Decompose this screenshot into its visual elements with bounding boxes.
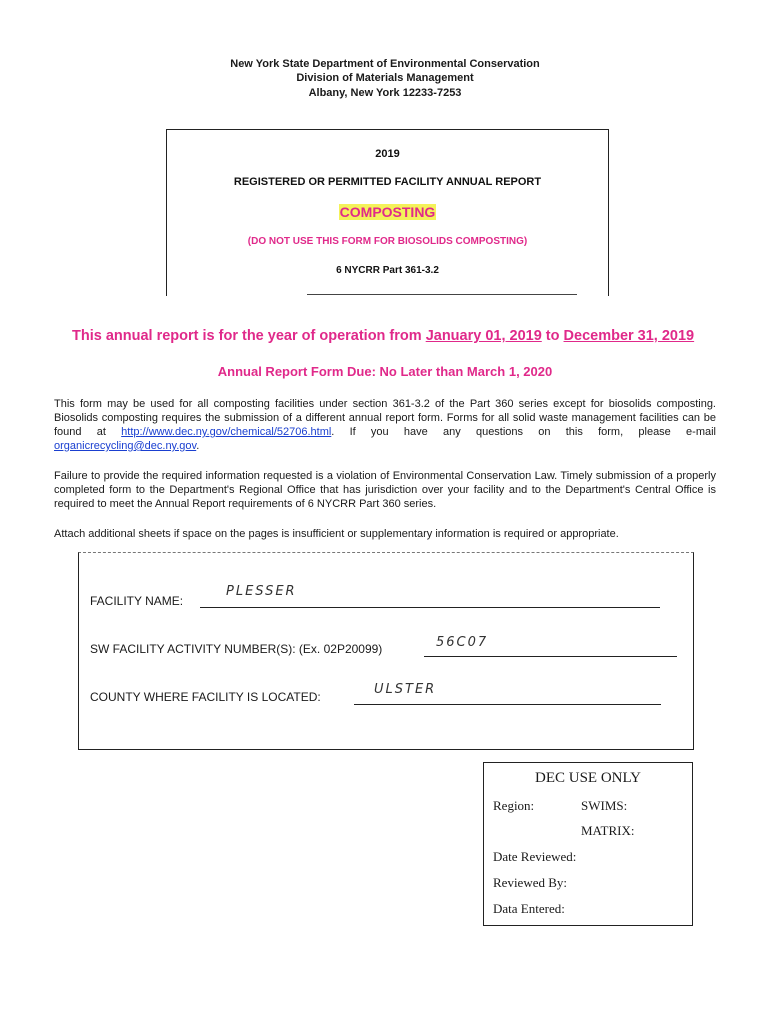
dec-use-title: DEC USE ONLY: [535, 770, 641, 786]
agency-name: New York State Department of Environmental Conservation: [230, 58, 540, 70]
activity-number-value: 56C07: [436, 635, 489, 650]
facility-name-label: FACILITY NAME:: [90, 594, 184, 608]
activity-number-label: SW FACILITY ACTIVITY NUMBER(S): (Ex. 02P20099): [90, 642, 383, 656]
regulation-reference: 6 NYCRR Part 361-3.2: [336, 265, 439, 276]
compliance-paragraph: Failure to provide the required information requested is a violation of Environmental Conservation Law. Timely submission of a properly completed form to the Department's Regional Office that has jurisdiction over your facility and to the Department's Central Office is required to meet the Annual Report requirements of 6 NYCRR Part 360 series.: [54, 470, 716, 510]
facility-name-value: PLESSER: [226, 584, 297, 599]
county-label: COUNTY WHERE FACILITY IS LOCATED:: [90, 690, 321, 704]
period-end: December 31, 2019: [563, 328, 695, 344]
attach-sheets-note: Attach additional sheets if space on the pages is insufficient or supplementary information is required or appropriate.: [54, 528, 619, 540]
matrix-label: MATRIX:: [581, 823, 635, 838]
report-year: 2019: [375, 148, 400, 160]
instructions-text-2: . If you have any questions on this form, please e-mail: [331, 426, 716, 438]
division-name: Division of Materials Management: [296, 72, 474, 84]
instructions-text: This form may be used for all composting facilities under section 361-3.2 of the Part 360 series except for biosolids composting. Biosolids composting requires the submission of a different annual report form. Forms for all solid waste management facilities can be found at: [54, 398, 716, 438]
instructions-text-3: .: [196, 440, 200, 452]
report-period: [72, 328, 694, 344]
report-title-box: [166, 129, 609, 296]
activity-number-field[interactable]: [424, 635, 677, 657]
reviewed-by-label: Reviewed By:: [493, 875, 568, 890]
title-box-bottom-line: [307, 294, 577, 295]
county-field[interactable]: [354, 682, 661, 705]
data-entered-label: Data Entered:: [493, 901, 565, 916]
swims-label: SWIMS:: [581, 798, 628, 813]
report-period-mid: to: [541, 328, 564, 344]
report-type: [167, 204, 608, 222]
date-reviewed-label: Date Reviewed:: [493, 849, 577, 864]
agency-address: Albany, New York 12233-7253: [308, 87, 462, 99]
report-title: REGISTERED OR PERMITTED FACILITY ANNUAL REPORT: [233, 176, 542, 188]
instructions-paragraph: [54, 397, 716, 453]
forms-link[interactable]: http://www.dec.ny.gov/chemical/52706.html: [121, 426, 332, 438]
facility-info-box: [78, 552, 694, 750]
period-start: January 01, 2019: [425, 328, 542, 344]
dec-use-only-box: [483, 762, 693, 926]
report-period-prefix: This annual report is for the year of operation from: [72, 328, 426, 344]
biosolids-warning: (DO NOT USE THIS FORM FOR BIOSOLIDS COMPOSTING): [247, 236, 528, 247]
facility-name-field[interactable]: [200, 584, 660, 608]
county-value: ULSTER: [374, 682, 437, 697]
email-link[interactable]: organicrecycling@dec.ny.gov: [54, 440, 197, 452]
region-label: Region:: [493, 798, 535, 813]
report-type-label: COMPOSTING: [339, 204, 436, 220]
due-date: Annual Report Form Due: No Later than March 1, 2020: [217, 364, 553, 379]
